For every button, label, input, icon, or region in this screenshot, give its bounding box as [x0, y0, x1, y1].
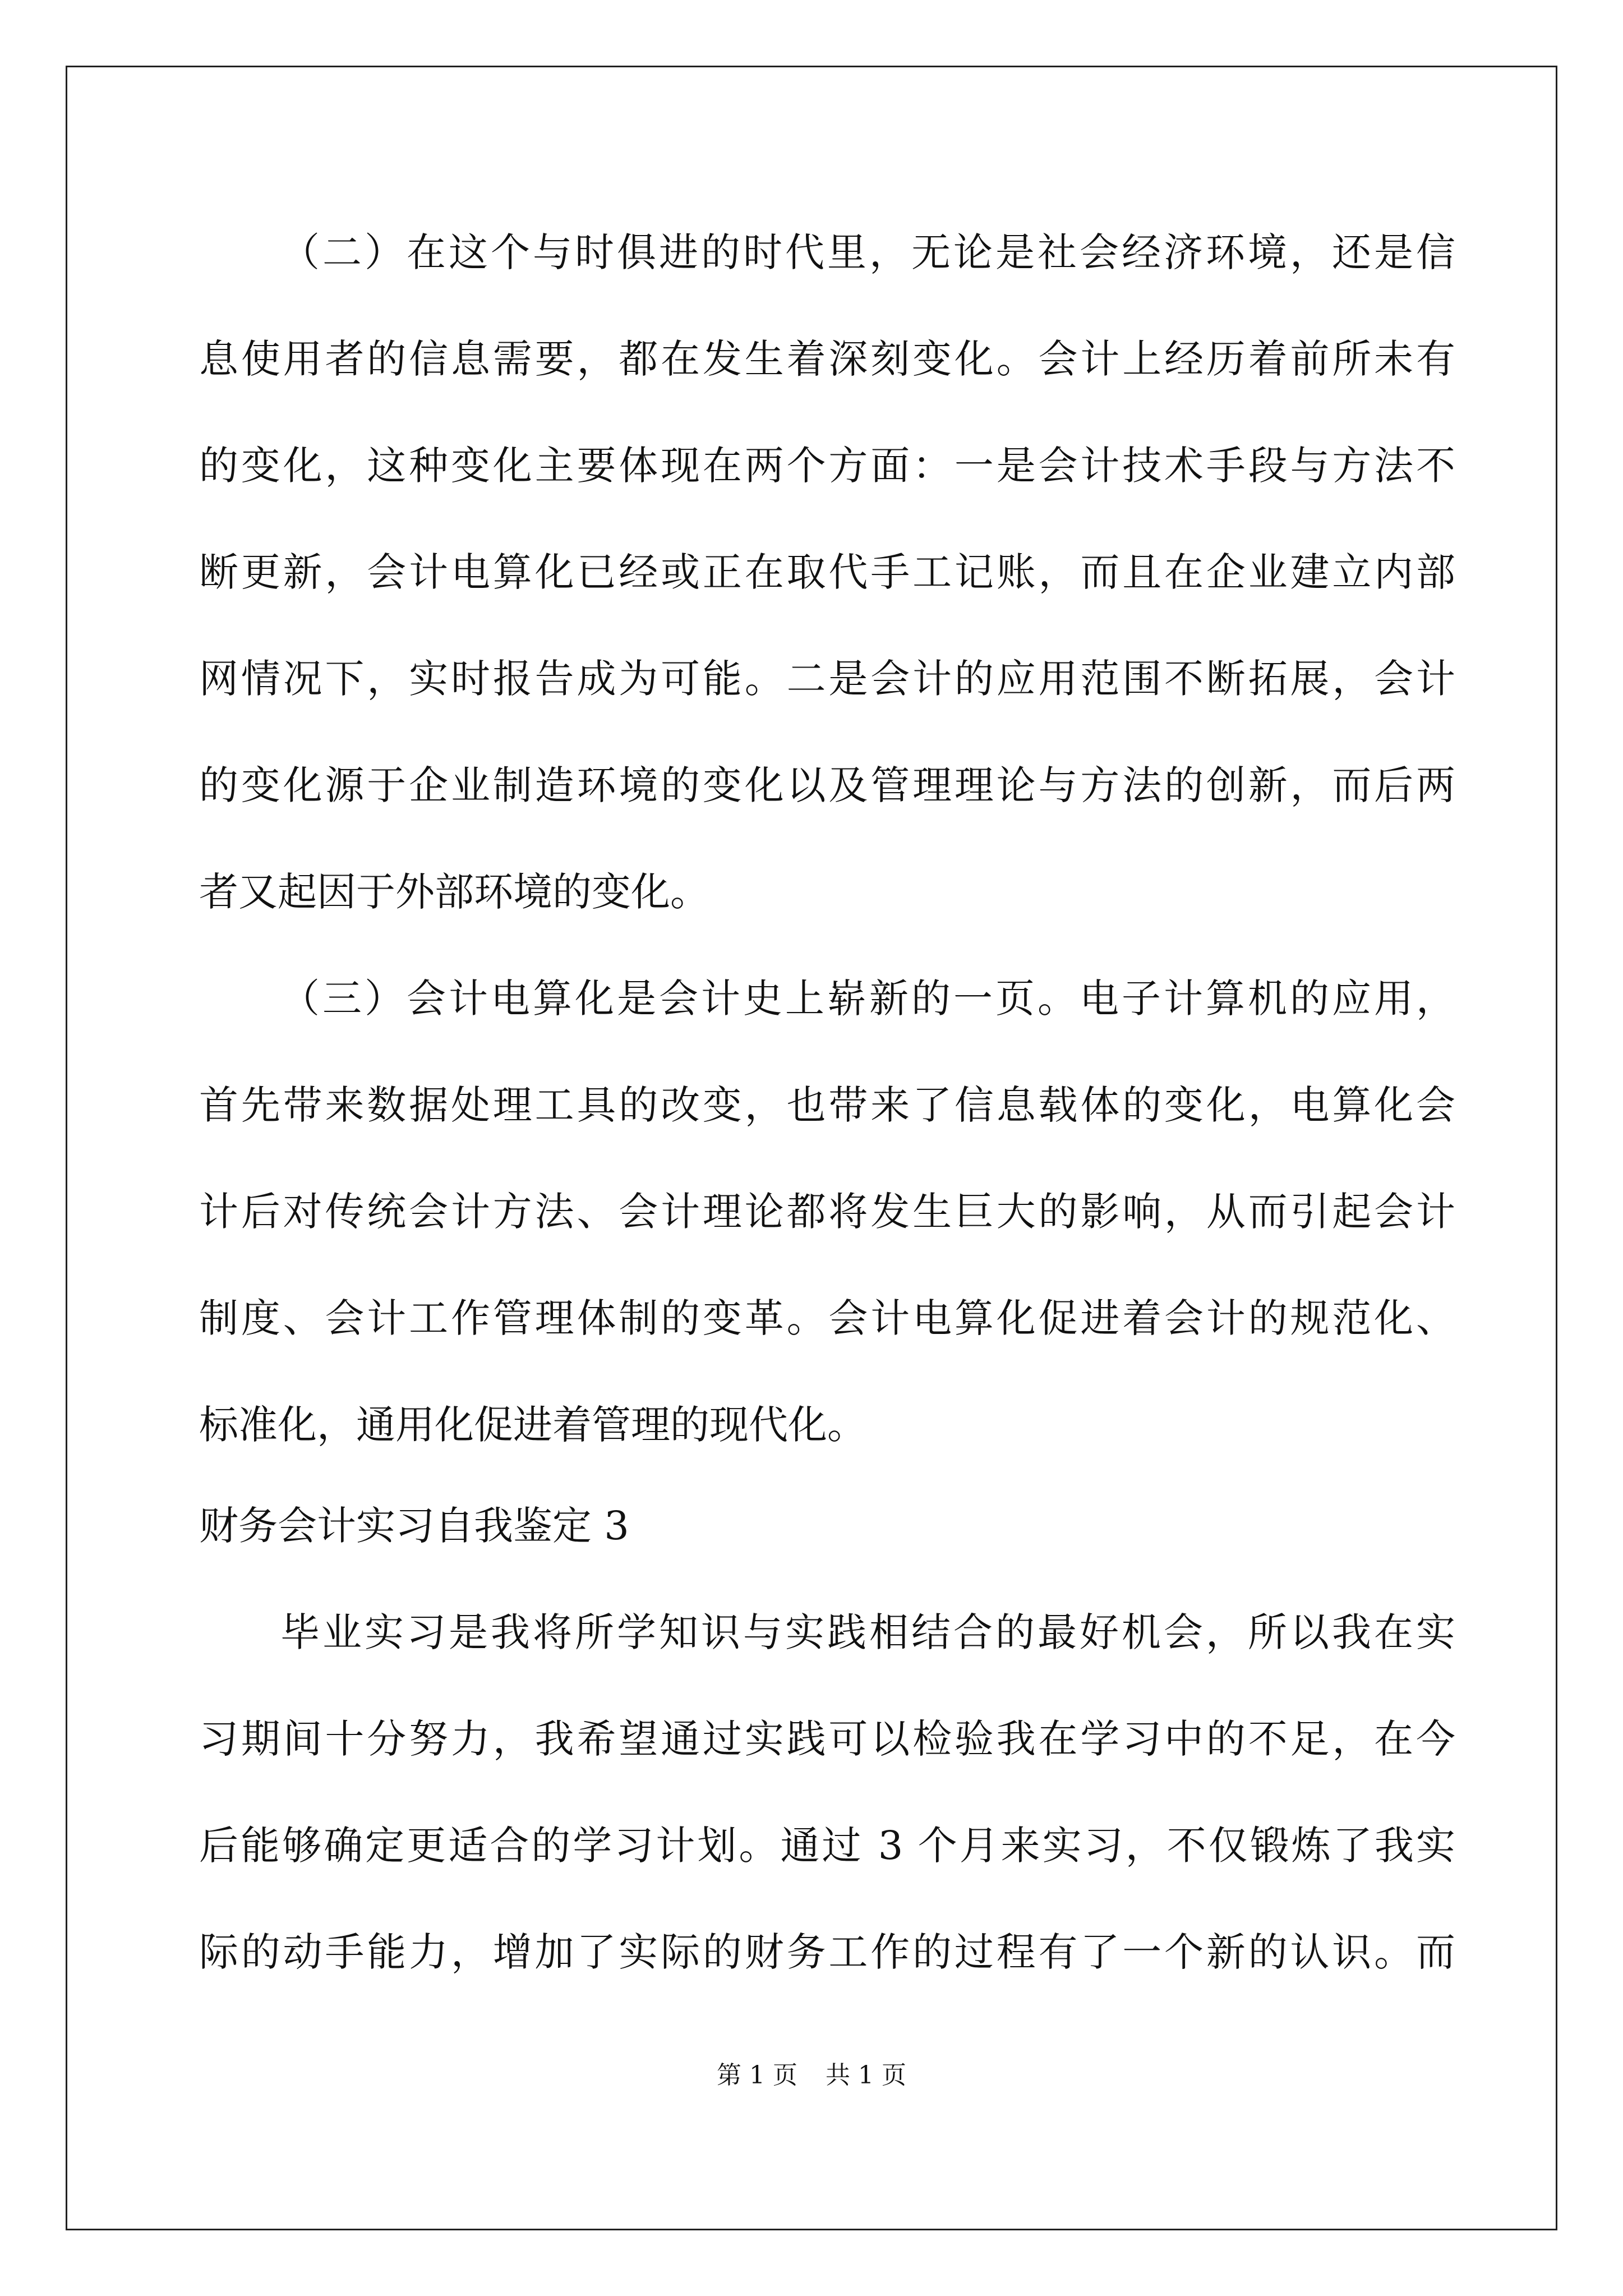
paragraph-2-line-6: 的变化源于企业制造环境的变化以及管理理论与方法的创新，而后两: [199, 762, 1455, 808]
paragraph-2-line-5: 网情况下，实时报告成为可能。二是会计的应用范围不断拓展，会计: [199, 656, 1455, 702]
paragraph-3-line-2: 首先带来数据处理工具的改变，也带来了信息载体的变化，电算化会: [199, 1082, 1455, 1128]
page-border: [66, 66, 1557, 2230]
paragraph-3-line-5: 标准化，通用化促进着管理的现代化。: [199, 1402, 866, 1448]
paragraph-4-line-4: 际的动手能力，增加了实际的财务工作的过程有了一个新的认识。而: [199, 1929, 1455, 1975]
paragraph-2-line-2: 息使用者的信息需要，都在发生着深刻变化。会计上经历着前所未有: [199, 336, 1455, 382]
paragraph-2-line-4: 断更新，会计电算化已经或正在取代手工记账，而且在企业建立内部: [199, 549, 1455, 595]
page-footer: [0, 2059, 1623, 2092]
paragraph-3-line-4: 制度、会计工作管理体制的变革。会计电算化促进着会计的规范化、: [199, 1295, 1455, 1341]
paragraph-4-line-2: 习期间十分努力，我希望通过实践可以检验我在学习中的不足，在今: [199, 1716, 1455, 1762]
page-number-label: 第 1 页: [717, 2061, 797, 2090]
paragraph-4-line-1: 毕业实习是我将所学知识与实践相结合的最好机会，所以我在实: [280, 1609, 1455, 1655]
paragraph-3-line-1: （三）会计电算化是会计史上崭新的一页。电子计算机的应用，: [280, 976, 1455, 1022]
paragraph-2-line-7: 者又起因于外部环境的变化。: [199, 869, 709, 915]
paragraph-2-line-1: （二）在这个与时俱进的时代里，无论是社会经济环境，还是信: [280, 229, 1455, 275]
paragraph-2-line-3: 的变化，这种变化主要体现在两个方面：一是会计技术手段与方法不: [199, 443, 1455, 489]
paragraph-3-line-3: 计后对传统会计方法、会计理论都将发生巨大的影响，从而引起会计: [199, 1189, 1455, 1235]
total-pages-label: 共 1 页: [826, 2061, 906, 2090]
paragraph-4-line-3: 后能够确定更适合的学习计划。通过 3 个月来实习，不仅锻炼了我实: [199, 1823, 1455, 1869]
section-heading: 财务会计实习自我鉴定 3: [199, 1503, 629, 1549]
